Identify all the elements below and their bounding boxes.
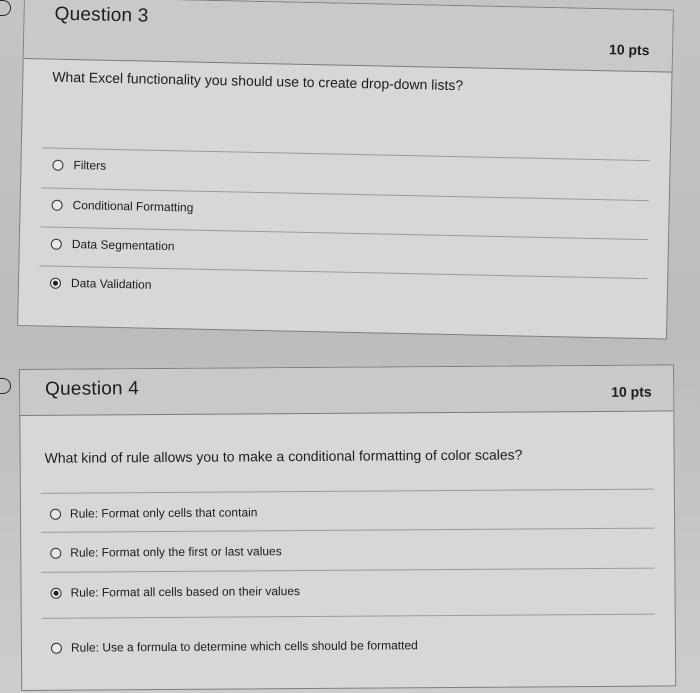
option-divider bbox=[42, 614, 655, 619]
question-4-option-format-only-first-or-last[interactable] bbox=[21, 527, 674, 570]
option-label: Data Segmentation bbox=[71, 237, 175, 254]
option-divider bbox=[42, 147, 650, 161]
radio-button-icon[interactable] bbox=[50, 509, 61, 520]
question-4-card bbox=[19, 364, 676, 691]
question-3-card bbox=[17, 0, 674, 340]
radio-button-icon[interactable] bbox=[52, 200, 63, 211]
selected-radio-button-icon[interactable] bbox=[51, 588, 62, 599]
option-divider bbox=[41, 489, 654, 494]
question-4-title: Question 4 bbox=[45, 378, 140, 400]
selected-radio-button-icon[interactable] bbox=[50, 278, 61, 289]
question-3-title: Question 3 bbox=[54, 3, 149, 27]
question-4-option-format-only-cells-that-contain[interactable] bbox=[21, 488, 674, 531]
option-label: Filters bbox=[73, 158, 107, 173]
question-3-prompt: What Excel functionality you should use to create drop-down lists? bbox=[52, 68, 464, 94]
question-3-points: 10 pts bbox=[608, 41, 650, 59]
question-3-header bbox=[24, 0, 673, 73]
question-4-points: 10 pts bbox=[611, 383, 652, 400]
radio-button-icon[interactable] bbox=[51, 239, 62, 250]
question-4-option-format-all-cells[interactable] bbox=[21, 567, 674, 610]
question-4-option-use-formula[interactable] bbox=[22, 613, 675, 656]
option-label: Rule: Format only the first or last values bbox=[70, 544, 282, 560]
question-4-prompt: What kind of rule allows you to make a conditional formatting of color scales? bbox=[44, 446, 523, 466]
option-label: Rule: Use a formula to determine which cells should be formatted bbox=[70, 638, 418, 655]
question-4-header bbox=[20, 365, 673, 416]
option-label: Rule: Format all cells based on their values bbox=[70, 584, 301, 600]
option-label: Conditional Formatting bbox=[72, 198, 194, 215]
option-label: Data Validation bbox=[70, 276, 152, 292]
radio-button-icon[interactable] bbox=[50, 548, 61, 559]
radio-button-icon[interactable] bbox=[52, 160, 63, 171]
option-label: Rule: Format only cells that contain bbox=[69, 505, 258, 521]
radio-button-icon[interactable] bbox=[51, 643, 62, 654]
